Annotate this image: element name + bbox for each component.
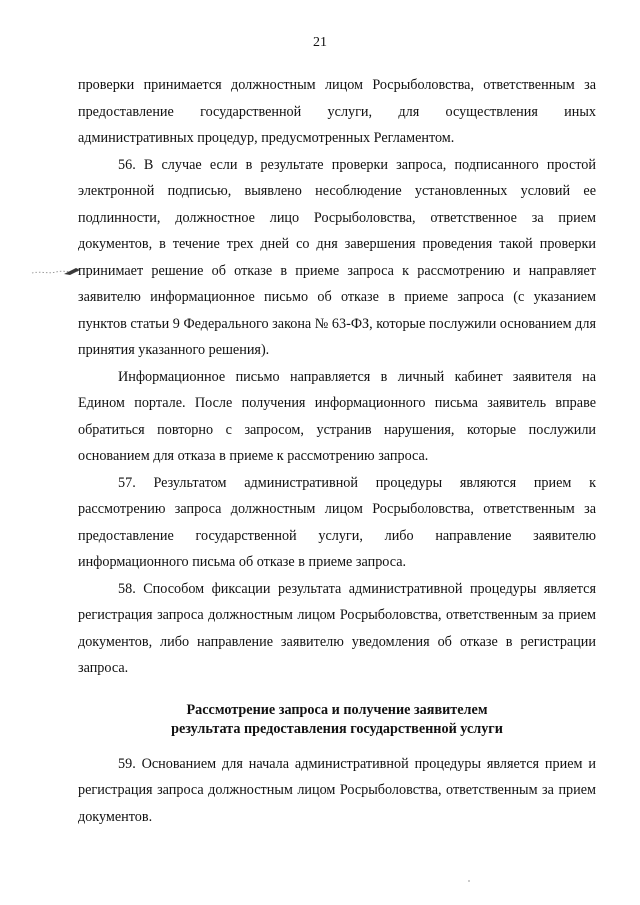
section-heading: [78, 701, 596, 739]
paragraph-continuation: проверки принимается должностным лицом Росрыболовства, ответственным за предоставление государственной услуги, для осуществления иных административных процедур, предусмотренных Регламентом.: [78, 77, 596, 146]
paragraph-56: 56. В случае если в результате проверки запроса, подписанного простой электронной подписью, выявлено несоблюдение установленных условий ее подлинности, должностное лицо Росрыболовства, ответственное за прием документов, в течение трех дней со дня завершения проведения такой проверки принимает решение об отказе в приеме запроса к рассмотрению и направляет заявителю информационное письмо об отказе в приеме запроса (с указанием пунктов статьи 9 Федерального закона № 63-ФЗ, которые послужили основанием для принятия указанного решения).: [78, 156, 596, 358]
paragraph-info-letter: Информационное письмо направляется в личный кабинет заявителя на Едином портале. После получения информационного письма заявитель вправе обратиться повторно с запросом, устранив нарушения, которые послужили основанием для отказа в приеме к рассмотрению запроса.: [78, 368, 596, 464]
document-body: [78, 72, 596, 830]
page-number: 21: [313, 35, 327, 50]
paragraph-58: 58. Способом фиксации результата административной процедуры является регистрация запроса должностным лицом Росрыболовства, ответственным за прием документов, либо направление заявителю уведомления об отказе в регистрации запроса.: [78, 580, 596, 676]
scan-dust-dot: [468, 880, 470, 882]
paragraph-57: 57. Результатом административной процедуры являются прием к рассмотрению запроса должностным лицом Росрыболовства, ответственным за предоставление государственной услуги, либо направление заявителю информационного письма об отказе в приеме запроса.: [78, 474, 596, 570]
section-heading-line-2: результата предоставления государственной услуги: [171, 720, 503, 737]
paragraph-59: 59. Основанием для начала административной процедуры является прием и регистрация запроса должностным лицом Росрыболовства, ответственным за прием документов.: [78, 755, 596, 825]
section-heading-line-1: Рассмотрение запроса и получение заявителем: [186, 701, 488, 718]
